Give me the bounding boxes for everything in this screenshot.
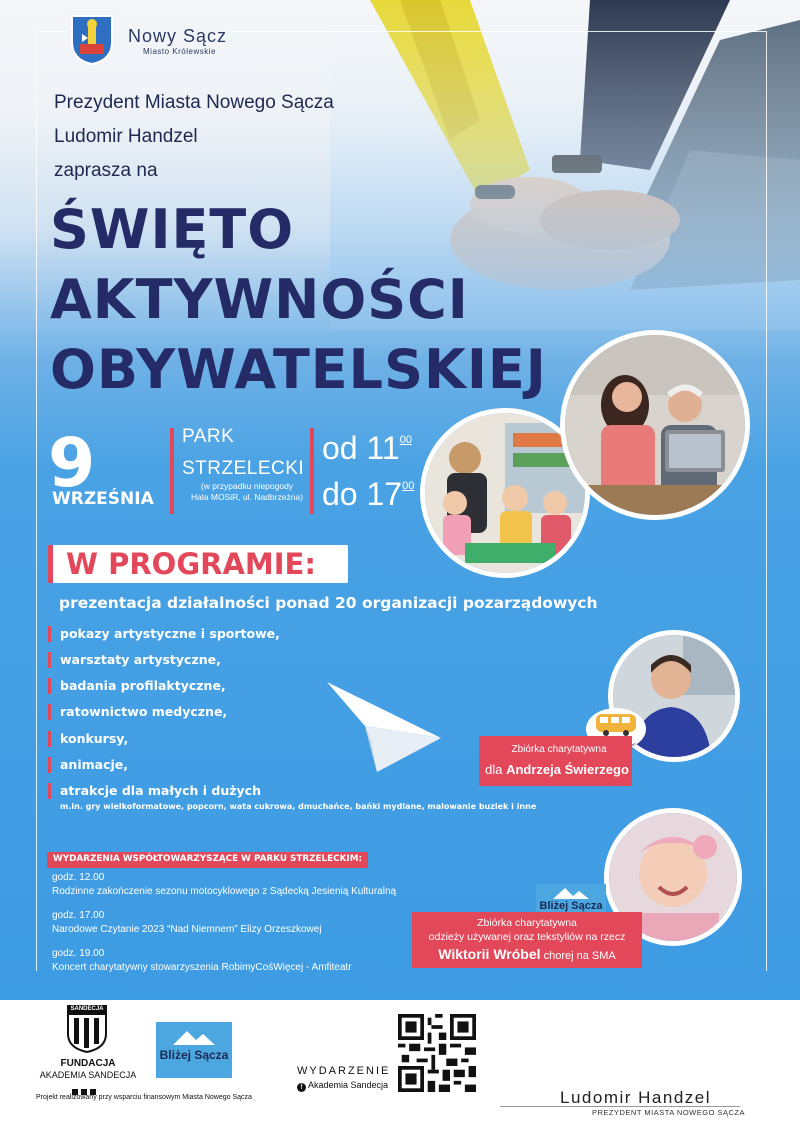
program-item: ratownictwo medyczne,: [60, 704, 228, 719]
co-event-time: godz. 17.00: [52, 910, 105, 921]
program-item: konkursy,: [60, 731, 129, 746]
intro-line-1: Prezydent Miasta Nowego Sącza: [54, 92, 334, 113]
item-bar: [48, 678, 51, 694]
time-from-hour: od 11: [322, 430, 400, 466]
foundation-dots: [72, 1082, 102, 1088]
item-bar: [48, 626, 51, 642]
item-bar: [48, 704, 51, 720]
blizej-logo: [156, 1022, 232, 1078]
city-crest-icon: [70, 14, 114, 66]
place-line-2: STRZELECKI: [182, 458, 305, 479]
time-from: [322, 430, 412, 467]
co-events-heading: WYDARZENIA WSPÓŁTOWARZYSZĄCE W PARKU STRZELECKIM:: [47, 852, 368, 868]
divider-date: [170, 428, 174, 514]
item-bar: [48, 652, 51, 668]
frame-left: [36, 31, 37, 971]
time-to-hour: do 17: [322, 476, 403, 512]
charity1-box: [479, 736, 632, 786]
co-event-time: godz. 12.00: [52, 872, 105, 883]
charity1-line2: [483, 762, 631, 777]
charity2-line3: [412, 946, 642, 962]
program-heading: W PROGRAMIE:: [66, 547, 316, 581]
charity1-line1: Zbiórka charytatywna: [511, 744, 607, 755]
charity1-name: Andrzeja Świerzego: [506, 762, 629, 777]
program-heading-accent: [48, 545, 53, 583]
event-day: 9: [48, 424, 96, 503]
frame-top: [36, 31, 68, 32]
mountains-icon: [551, 886, 591, 900]
event-month: WRZEŚNIA: [52, 489, 154, 509]
sandecja-top-text: SANDECJA: [70, 1006, 104, 1012]
qr-code[interactable]: [398, 1014, 476, 1092]
place-note-2: Hala MOSiR, ul. Nadbrzeżna): [191, 492, 303, 502]
time-to-min: 00: [402, 480, 415, 492]
frame-top-right: [228, 31, 766, 32]
charity2-suffix: chorej na SMA: [543, 950, 616, 962]
item-bar: [48, 757, 51, 773]
sandecja-logo: [66, 1004, 108, 1054]
event-label: WYDARZENIE: [297, 1065, 391, 1077]
charity2-line1: Zbiórka charytatywna: [477, 917, 577, 929]
co-event-time: godz. 19.00: [52, 948, 105, 959]
item-bar: [48, 731, 51, 747]
program-item: badania profilaktyczne,: [60, 678, 226, 693]
photo-family-circle: [560, 330, 750, 520]
time-to: [322, 476, 414, 513]
charity2-line2: odzieży używanej oraz tekstyliów na rzecz: [428, 931, 626, 943]
program-note: m.in. gry wielkoformatowe, popcorn, wata cukrowa, dmuchańce, bańki mydlane, malowanie buziek i inne: [60, 802, 537, 811]
foundation-line1: FUNDACJA: [60, 1058, 116, 1069]
signature-title: PREZYDENT MIASTA NOWEGO SĄCZA: [592, 1108, 745, 1117]
blizej-badge-small-text: Bliżej Sącza: [539, 900, 603, 912]
co-event-desc: Rodzinne zakończenie sezonu motocyklowego z Sądecką Jesienią Kulturalną: [52, 886, 397, 897]
title-line-2: AKTYWNOŚCI: [50, 268, 469, 331]
charity2-box: [412, 912, 642, 968]
facebook-icon: f: [297, 1083, 306, 1092]
program-item: pokazy artystyczne i sportowe,: [60, 626, 280, 641]
program-lead: prezentacja działalności ponad 20 organizacji pozarządowych: [59, 594, 598, 612]
co-event-desc: Narodowe Czytanie 2023 “Nad Niemnem” Elizy Orzeszkowej: [52, 924, 322, 935]
charity2-name: Wiktorii Wróbel: [438, 946, 541, 962]
frame-right: [766, 31, 767, 971]
title-line-1: ŚWIĘTO: [50, 198, 295, 261]
mountains-icon: [171, 1028, 217, 1046]
place-line-1: PARK: [182, 426, 235, 447]
blizej-logo-text: Bliżej Sącza: [159, 1048, 229, 1062]
divider-time: [310, 428, 314, 514]
time-from-min: 00: [399, 434, 412, 446]
intro-line-2: Ludomir Handzel: [54, 126, 198, 147]
intro-line-3: zaprasza na: [54, 160, 158, 181]
city-subtitle: Miasto Królewskie: [143, 47, 216, 56]
program-item: atrakcje dla małych i dużych: [60, 783, 261, 798]
event-fb: [297, 1080, 388, 1092]
item-bar: [48, 783, 51, 799]
program-item: warsztaty artystyczne,: [60, 652, 221, 667]
foundation-line2: AKADEMIA SANDECJA: [39, 1070, 137, 1080]
signature-name: Ludomir Handzel: [560, 1088, 712, 1107]
funding-note: Projekt realizowany przy wsparciu finansowym Miasta Nowego Sącza: [36, 1094, 252, 1101]
paper-plane-icon: [325, 680, 445, 780]
co-event-desc: Koncert charytatywny stowarzyszenia RobimyCośWięcej - Amfiteatr: [52, 962, 352, 973]
place-note-1: (w przypadku niepogody: [200, 481, 294, 491]
title-line-3: OBYWATELSKIEJ: [50, 338, 547, 401]
charity1-prefix: dla: [485, 762, 503, 777]
program-item: animacje,: [60, 757, 128, 772]
event-fb-name: Akademia Sandecja: [308, 1080, 389, 1090]
city-name: Nowy Sącz: [128, 26, 228, 46]
